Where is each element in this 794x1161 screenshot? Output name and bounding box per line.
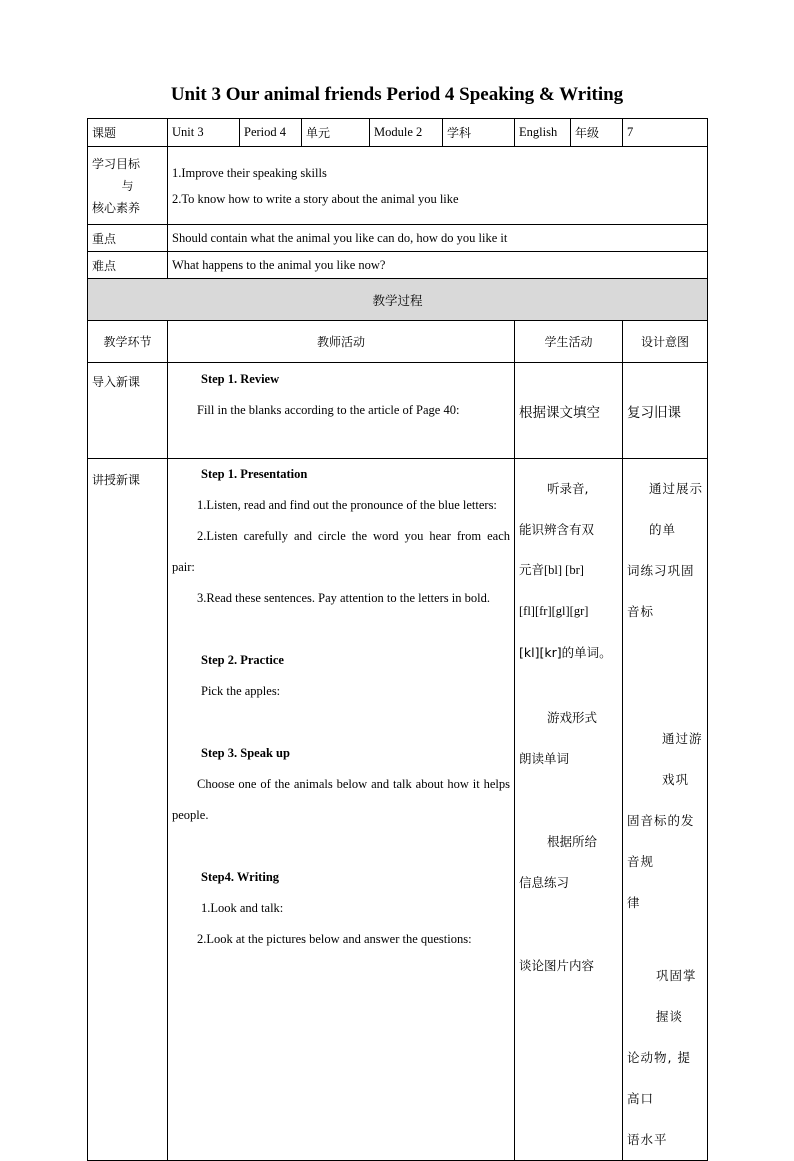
process-header: 教学过程	[88, 279, 708, 321]
objectives-label-line3: 核心素养	[92, 200, 141, 215]
grade-label: 年级	[571, 119, 623, 147]
step3-title: Step 3. Speak up	[201, 746, 290, 760]
design-line: 通过展示的单	[649, 481, 704, 537]
student-line: [fl][fr][gl][gr]	[519, 604, 589, 618]
subject-value: English	[515, 119, 571, 147]
student-line: [kl][kr]的单词。	[519, 645, 612, 660]
design-line: 固音标的发音规	[627, 813, 695, 869]
objectives-label-line1: 学习目标	[92, 156, 141, 171]
design-line: 律	[627, 895, 641, 910]
lesson-plan-table	[87, 118, 708, 1161]
topic-unit: Unit 3	[168, 119, 240, 147]
objectives-content	[168, 147, 708, 225]
design-line: 通过游戏巩	[662, 731, 703, 787]
topic-label: 课题	[88, 119, 168, 147]
step4-item: 1.Look and talk:	[201, 901, 284, 915]
difficulty-value: What happens to the animal you like now?	[168, 252, 708, 279]
col-teacher: 教师活动	[168, 321, 515, 363]
step2-text: Pick the apples:	[201, 684, 281, 698]
student-line: 朗读单词	[519, 751, 570, 766]
document-title: Unit 3 Our animal friends Period 4 Speaking & Writing	[170, 84, 624, 105]
step3-text: Choose one of the animals below and talk about how it helps people.	[172, 777, 510, 822]
key-point-label: 重点	[88, 225, 168, 252]
design-line: 词练习巩固音标	[627, 563, 695, 619]
main-teacher	[168, 459, 515, 1161]
student-line: 元音[bl] [br]	[519, 563, 584, 577]
intro-text: Fill in the blanks according to the article of Page 40:	[197, 403, 460, 417]
spacer	[172, 614, 510, 645]
topic-period: Period 4	[240, 119, 302, 147]
step4-item: 2.Look at the pictures below and answer the questions:	[197, 932, 472, 946]
process-header-row	[88, 279, 708, 321]
main-student	[515, 459, 623, 1161]
spacer	[172, 831, 510, 862]
student-line: 信息练习	[519, 875, 570, 890]
intro-row	[88, 363, 708, 459]
unit-value: Module 2	[370, 119, 443, 147]
step1-title: Step 1. Presentation	[201, 467, 308, 481]
intro-stage: 导入新课	[88, 363, 168, 459]
col-design: 设计意图	[623, 321, 708, 363]
subject-label: 学科	[443, 119, 515, 147]
objectives-label	[88, 147, 168, 225]
col-stage: 教学环节	[88, 321, 168, 363]
intro-student: 根据课文填空	[515, 363, 623, 459]
objectives-row	[88, 147, 708, 225]
intro-teacher	[168, 363, 515, 459]
key-point-row	[88, 225, 708, 252]
step1-item: 1.Listen, read and find out the pronounce of the blue letters:	[197, 498, 497, 512]
design-line: 巩固掌握谈	[656, 968, 697, 1024]
unit-label: 单元	[302, 119, 370, 147]
student-line: 根据所给	[547, 834, 598, 849]
intro-step-title: Step 1. Review	[201, 372, 280, 386]
main-stage: 讲授新课	[88, 459, 168, 1161]
step2-title: Step 2. Practice	[201, 653, 284, 667]
objective-item: 2.To know how to write a story about the animal you like	[172, 191, 459, 206]
main-design	[623, 459, 708, 1161]
intro-design: 复习旧课	[623, 363, 708, 459]
objectives-label-line2: 与	[121, 178, 134, 193]
column-header-row	[88, 321, 708, 363]
student-line: 听录音,	[547, 481, 589, 496]
objective-item: 1.Improve their speaking skills	[172, 165, 327, 180]
key-point-value: Should contain what the animal you like can do, how do you like it	[168, 225, 708, 252]
step1-item: 2.Listen carefully and circle the word you hear from each pair:	[172, 529, 510, 574]
difficulty-row	[88, 252, 708, 279]
student-line: 谈论图片内容	[519, 958, 595, 973]
spacer	[172, 707, 510, 738]
student-line: 能识辨含有双	[519, 522, 595, 537]
step4-title: Step4. Writing	[201, 870, 280, 884]
step1-item: 3.Read these sentences. Pay attention to the letters in bold.	[197, 591, 490, 605]
student-line: 游戏形式	[547, 710, 598, 725]
grade-value: 7	[623, 119, 708, 147]
design-line: 语水平	[627, 1132, 668, 1147]
design-line: 论动物, 提高口	[627, 1050, 691, 1106]
main-row	[88, 459, 708, 1161]
info-row	[88, 119, 708, 147]
difficulty-label: 难点	[88, 252, 168, 279]
col-student: 学生活动	[515, 321, 623, 363]
